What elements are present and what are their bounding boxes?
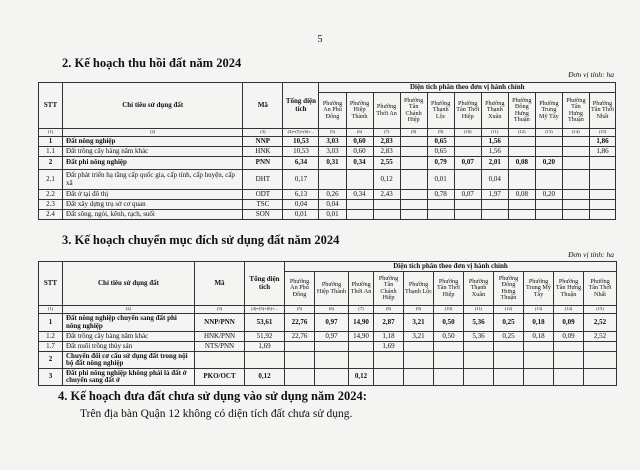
- value-cell: 0,18: [524, 314, 554, 332]
- index-cell: (2): [63, 306, 195, 314]
- value-cell: 2,83: [373, 137, 400, 147]
- value-cell: [554, 352, 584, 369]
- value-cell: 14,90: [349, 332, 374, 342]
- total-cell: 10,53: [283, 147, 319, 157]
- stt-cell: 1: [39, 137, 63, 147]
- ward-header: Phường Tân Hưng Thuận: [554, 272, 584, 306]
- value-cell: [346, 210, 373, 220]
- ward-header: Phường Tân Hưng Thuận: [562, 93, 589, 129]
- value-cell: 0,07: [454, 157, 481, 170]
- section-2-title: 2. Kế hoạch thu hồi đất năm 2024: [62, 56, 242, 70]
- value-cell: 2,52: [584, 332, 617, 342]
- code-cell: HNK/PNN: [195, 332, 245, 342]
- table-row: [39, 210, 616, 220]
- stt-cell: 2.2: [39, 190, 63, 200]
- page-number: 5: [317, 34, 323, 45]
- value-cell: [494, 342, 524, 352]
- ward-header: Phường Tân Thới Hiệp: [454, 93, 481, 129]
- value-cell: [285, 369, 315, 386]
- code-cell: DHT: [243, 170, 283, 190]
- table-row: [39, 342, 617, 352]
- value-cell: [346, 170, 373, 190]
- ward-header: Phường An Phú Đông: [319, 93, 346, 129]
- value-cell: [494, 369, 524, 386]
- value-cell: 0,08: [508, 157, 535, 170]
- index-cell: (5): [285, 306, 315, 314]
- value-cell: [454, 210, 481, 220]
- value-cell: 0,50: [434, 314, 464, 332]
- value-cell: 0,07: [454, 190, 481, 200]
- total-cell: 53,61: [245, 314, 285, 332]
- value-cell: [584, 342, 617, 352]
- table-row: [39, 137, 616, 147]
- value-cell: 1,56: [481, 147, 508, 157]
- value-cell: 0,18: [524, 332, 554, 342]
- stt-cell: 1: [39, 314, 63, 332]
- code-cell: PKO/OCT: [195, 369, 245, 386]
- ward-header: Phường Thới An: [349, 272, 374, 306]
- header-indicator: Chỉ tiêu sử dụng đất: [63, 262, 195, 306]
- value-cell: [508, 200, 535, 210]
- table-row: [39, 157, 616, 170]
- header-code: Mã: [243, 83, 283, 129]
- total-cell: 1,69: [245, 342, 285, 352]
- stt-cell: 2.1: [39, 170, 63, 190]
- value-cell: 0,20: [535, 190, 562, 200]
- value-cell: [427, 210, 454, 220]
- value-cell: [427, 200, 454, 210]
- header-code: Mã: [195, 262, 245, 306]
- index-cell: (12): [494, 306, 524, 314]
- code-cell: TSC: [243, 200, 283, 210]
- table-row: [39, 369, 617, 386]
- value-cell: [562, 147, 589, 157]
- value-cell: 0,04: [319, 200, 346, 210]
- value-cell: 0,01: [319, 210, 346, 220]
- value-cell: 14,90: [349, 314, 374, 332]
- index-cell: (6): [346, 129, 373, 137]
- ward-header: Phường Tân Thới Nhất: [589, 93, 615, 129]
- value-cell: [464, 342, 494, 352]
- value-cell: 0,09: [554, 314, 584, 332]
- table-row: [39, 200, 616, 210]
- ward-header: Phường Thạnh Xuân: [481, 93, 508, 129]
- code-cell: SON: [243, 210, 283, 220]
- header-stt: STT: [39, 83, 63, 129]
- index-cell: (1): [39, 306, 63, 314]
- value-cell: 1,56: [481, 137, 508, 147]
- ward-header: Phường Đông Hưng Thuận: [494, 272, 524, 306]
- value-cell: 0,25: [494, 332, 524, 342]
- total-cell: 51,92: [245, 332, 285, 342]
- value-cell: [481, 210, 508, 220]
- index-cell: (15): [589, 129, 615, 137]
- value-cell: [400, 210, 427, 220]
- indicator-cell: Chuyển đổi cơ cấu sử dụng đất trong nội bộ đất nông nghiệp: [63, 352, 195, 369]
- stt-cell: 3: [39, 369, 63, 386]
- value-cell: 0,20: [535, 157, 562, 170]
- indicator-cell: Đất ở tại đô thị: [63, 190, 243, 200]
- total-cell: 0,12: [245, 369, 285, 386]
- value-cell: [562, 200, 589, 210]
- value-cell: [400, 190, 427, 200]
- total-cell: 0,04: [283, 200, 319, 210]
- value-cell: [373, 210, 400, 220]
- total-cell: 10,53: [283, 137, 319, 147]
- index-cell: (13): [524, 306, 554, 314]
- value-cell: [374, 352, 404, 369]
- ward-header: Phường Trung Mỹ Tây: [524, 272, 554, 306]
- value-cell: [589, 170, 615, 190]
- value-cell: 2,55: [373, 157, 400, 170]
- index-cell: (9): [404, 306, 434, 314]
- value-cell: [562, 157, 589, 170]
- index-row: [39, 306, 617, 314]
- value-cell: 0,79: [427, 157, 454, 170]
- value-cell: [584, 352, 617, 369]
- value-cell: 0,65: [427, 137, 454, 147]
- stt-cell: 2.4: [39, 210, 63, 220]
- value-cell: [508, 147, 535, 157]
- value-cell: 0,60: [346, 147, 373, 157]
- value-cell: [454, 147, 481, 157]
- value-cell: 0,26: [319, 190, 346, 200]
- ward-header: Phường Hiệp Thành: [346, 93, 373, 129]
- stt-cell: 1.7: [39, 342, 63, 352]
- index-row-group: [39, 129, 616, 137]
- indicator-cell: Đất phi nông nghiệp: [63, 157, 243, 170]
- index-row: [39, 129, 616, 137]
- ward-header: Phường Thạnh Xuân: [464, 272, 494, 306]
- value-cell: [454, 137, 481, 147]
- table-row: [39, 314, 617, 332]
- index-cell: (15): [584, 306, 617, 314]
- index-cell: (4)=(5)+(6)+...: [245, 306, 285, 314]
- value-cell: 1,86: [589, 137, 615, 147]
- index-cell: (6): [315, 306, 349, 314]
- value-cell: [589, 200, 615, 210]
- value-cell: [584, 369, 617, 386]
- value-cell: [464, 352, 494, 369]
- section-3-unit: Đơn vị tính: ha: [568, 250, 614, 259]
- index-cell: (7): [373, 129, 400, 137]
- value-cell: 0,01: [427, 170, 454, 190]
- value-cell: 3,03: [319, 137, 346, 147]
- total-cell: 0,01: [283, 210, 319, 220]
- value-cell: [373, 200, 400, 210]
- index-cell: (3): [243, 129, 283, 137]
- value-cell: 3,21: [404, 332, 434, 342]
- value-cell: [535, 170, 562, 190]
- index-cell: (14): [554, 306, 584, 314]
- value-cell: [508, 170, 535, 190]
- value-cell: [508, 210, 535, 220]
- value-cell: [535, 200, 562, 210]
- stt-cell: 2: [39, 157, 63, 170]
- value-cell: [400, 147, 427, 157]
- value-cell: 3,03: [319, 147, 346, 157]
- value-cell: [434, 369, 464, 386]
- total-cell: [245, 352, 285, 369]
- value-cell: [400, 170, 427, 190]
- value-cell: [404, 342, 434, 352]
- value-cell: [524, 369, 554, 386]
- value-cell: 2,43: [373, 190, 400, 200]
- index-cell: (7): [349, 306, 374, 314]
- value-cell: 0,04: [481, 170, 508, 190]
- value-cell: 0,97: [315, 314, 349, 332]
- value-cell: 0,65: [427, 147, 454, 157]
- body-rows: [39, 137, 616, 220]
- header-total: Tổng diện tích: [245, 262, 285, 306]
- value-cell: 1,86: [589, 147, 615, 157]
- value-cell: 1,97: [481, 190, 508, 200]
- value-cell: [554, 369, 584, 386]
- value-cell: 5,36: [464, 332, 494, 342]
- value-cell: 0,31: [319, 157, 346, 170]
- index-cell: (8): [374, 306, 404, 314]
- value-cell: [349, 342, 374, 352]
- value-cell: 0,25: [494, 314, 524, 332]
- value-cell: [535, 147, 562, 157]
- value-cell: [315, 352, 349, 369]
- index-cell: (9): [427, 129, 454, 137]
- code-cell: HNK: [243, 147, 283, 157]
- value-cell: [285, 342, 315, 352]
- value-cell: [346, 200, 373, 210]
- value-cell: 0,78: [427, 190, 454, 200]
- value-cell: [508, 137, 535, 147]
- header-indicator: Chỉ tiêu sử dụng đất: [63, 83, 243, 129]
- value-cell: 0,50: [434, 332, 464, 342]
- code-cell: NNP/PNN: [195, 314, 245, 332]
- value-cell: 0,09: [554, 332, 584, 342]
- stt-cell: 2: [39, 352, 63, 369]
- indicator-cell: Đất trồng cây hàng năm khác: [63, 147, 243, 157]
- value-cell: [400, 157, 427, 170]
- code-cell: NNP: [243, 137, 283, 147]
- index-cell: (10): [454, 129, 481, 137]
- value-cell: [535, 137, 562, 147]
- value-cell: [454, 170, 481, 190]
- section-4-text: Trên địa bàn Quận 12 không có diện tích đất chưa sử dụng.: [80, 408, 353, 420]
- ward-header: Phường Tân Thới Hiệp: [434, 272, 464, 306]
- ward-header: Phường Thạnh Lộc: [404, 272, 434, 306]
- value-cell: 0,08: [508, 190, 535, 200]
- value-cell: [319, 170, 346, 190]
- value-cell: [589, 157, 615, 170]
- indicator-cell: Đất phi nông nghiệp không phải là đất ở chuyển sang đất ở: [63, 369, 195, 386]
- ward-header: Phường Hiệp Thành: [315, 272, 349, 306]
- code-cell: ODT: [243, 190, 283, 200]
- value-cell: [524, 352, 554, 369]
- ward-header: Phường Tân Chánh Hiệp: [400, 93, 427, 129]
- index-row-group: [39, 306, 617, 314]
- value-cell: [434, 342, 464, 352]
- index-cell: (1): [39, 129, 63, 137]
- table-row: [39, 170, 616, 190]
- value-cell: 2,87: [374, 314, 404, 332]
- total-cell: 6,34: [283, 157, 319, 170]
- table-row: [39, 190, 616, 200]
- value-cell: 5,36: [464, 314, 494, 332]
- value-cell: 2,01: [481, 157, 508, 170]
- code-cell: NTS/PNN: [195, 342, 245, 352]
- index-cell: (11): [464, 306, 494, 314]
- value-cell: [589, 190, 615, 200]
- value-cell: 2,83: [373, 147, 400, 157]
- code-cell: [195, 352, 245, 369]
- header-stt: STT: [39, 262, 63, 306]
- value-cell: [285, 352, 315, 369]
- section-3-title: 3. Kế hoạch chuyển mục đích sử dụng đất năm 2024: [62, 233, 340, 247]
- index-cell: (11): [481, 129, 508, 137]
- value-cell: [315, 369, 349, 386]
- ward-header: Phường Tân Thới Nhất: [584, 272, 617, 306]
- value-cell: 0,60: [346, 137, 373, 147]
- value-cell: [315, 342, 349, 352]
- total-cell: 6,13: [283, 190, 319, 200]
- value-cell: 22,76: [285, 332, 315, 342]
- ward-header: Phường Thạnh Lộc: [427, 93, 454, 129]
- ward-header: Phường Thới An: [373, 93, 400, 129]
- value-cell: [562, 190, 589, 200]
- value-cell: [494, 352, 524, 369]
- value-cell: [562, 170, 589, 190]
- index-cell: (10): [434, 306, 464, 314]
- land-recovery-table: [38, 82, 616, 220]
- ward-header: Phường Tân Chánh Hiệp: [374, 272, 404, 306]
- body-rows: [39, 314, 617, 386]
- index-cell: (14): [562, 129, 589, 137]
- value-cell: [535, 210, 562, 220]
- value-cell: [374, 369, 404, 386]
- total-cell: 0,17: [283, 170, 319, 190]
- value-cell: [434, 352, 464, 369]
- table-row: [39, 332, 617, 342]
- header-total: Tổng diện tích: [283, 83, 319, 129]
- indicator-cell: Đất nông nghiệp: [63, 137, 243, 147]
- indicator-cell: Đất nuôi trồng thủy sản: [63, 342, 195, 352]
- header-group: Diện tích phân theo đơn vị hành chính: [319, 83, 616, 93]
- value-cell: [562, 137, 589, 147]
- value-cell: [554, 342, 584, 352]
- value-cell: [400, 200, 427, 210]
- value-cell: [589, 210, 615, 220]
- table-row: [39, 147, 616, 157]
- value-cell: 0,34: [346, 157, 373, 170]
- value-cell: [349, 352, 374, 369]
- value-cell: 1,18: [374, 332, 404, 342]
- value-cell: [404, 352, 434, 369]
- value-cell: [481, 200, 508, 210]
- value-cell: [464, 369, 494, 386]
- index-cell: (2): [63, 129, 243, 137]
- code-cell: PNN: [243, 157, 283, 170]
- value-cell: 3,21: [404, 314, 434, 332]
- indicator-cell: Đất xây dựng trụ sở cơ quan: [63, 200, 243, 210]
- value-cell: [404, 369, 434, 386]
- header-group: Diện tích phân theo đơn vị hành chính: [285, 262, 617, 272]
- index-cell: (4)=(5)+(6)+...: [283, 129, 319, 137]
- index-cell: (13): [535, 129, 562, 137]
- indicator-cell: Đất trồng cây hàng năm khác: [63, 332, 195, 342]
- section-2-unit: Đơn vị tính: ha: [568, 70, 614, 79]
- value-cell: [562, 210, 589, 220]
- indicator-cell: Đất phát triển hạ tầng cấp quốc gia, cấp tỉnh, cấp huyện, cấp xã: [63, 170, 243, 190]
- section-4-title: 4. Kế hoạch đưa đất chưa sử dụng vào sử dụng năm 2024:: [58, 389, 367, 403]
- value-cell: 0,34: [346, 190, 373, 200]
- value-cell: [400, 137, 427, 147]
- index-cell: (8): [400, 129, 427, 137]
- indicator-cell: Đất sông, ngòi, kênh, rạch, suối: [63, 210, 243, 220]
- land-use-conversion-table: [38, 261, 617, 386]
- value-cell: 22,76: [285, 314, 315, 332]
- value-cell: [454, 200, 481, 210]
- stt-cell: 2.3: [39, 200, 63, 210]
- value-cell: 0,12: [373, 170, 400, 190]
- index-cell: (3): [195, 306, 245, 314]
- table-row: [39, 352, 617, 369]
- ward-header: Phường An Phú Đông: [285, 272, 315, 306]
- value-cell: [524, 342, 554, 352]
- index-cell: (5): [319, 129, 346, 137]
- indicator-cell: Đất nông nghiệp chuyển sang đất phi nông nghiệp: [63, 314, 195, 332]
- stt-cell: 1.1: [39, 147, 63, 157]
- value-cell: 0,12: [349, 369, 374, 386]
- ward-header: Phường Đông Hưng Thuận: [508, 93, 535, 129]
- value-cell: 0,97: [315, 332, 349, 342]
- stt-cell: 1.2: [39, 332, 63, 342]
- value-cell: 1,69: [374, 342, 404, 352]
- index-cell: (12): [508, 129, 535, 137]
- ward-header: Phường Trung Mỹ Tây: [535, 93, 562, 129]
- value-cell: 2,52: [584, 314, 617, 332]
